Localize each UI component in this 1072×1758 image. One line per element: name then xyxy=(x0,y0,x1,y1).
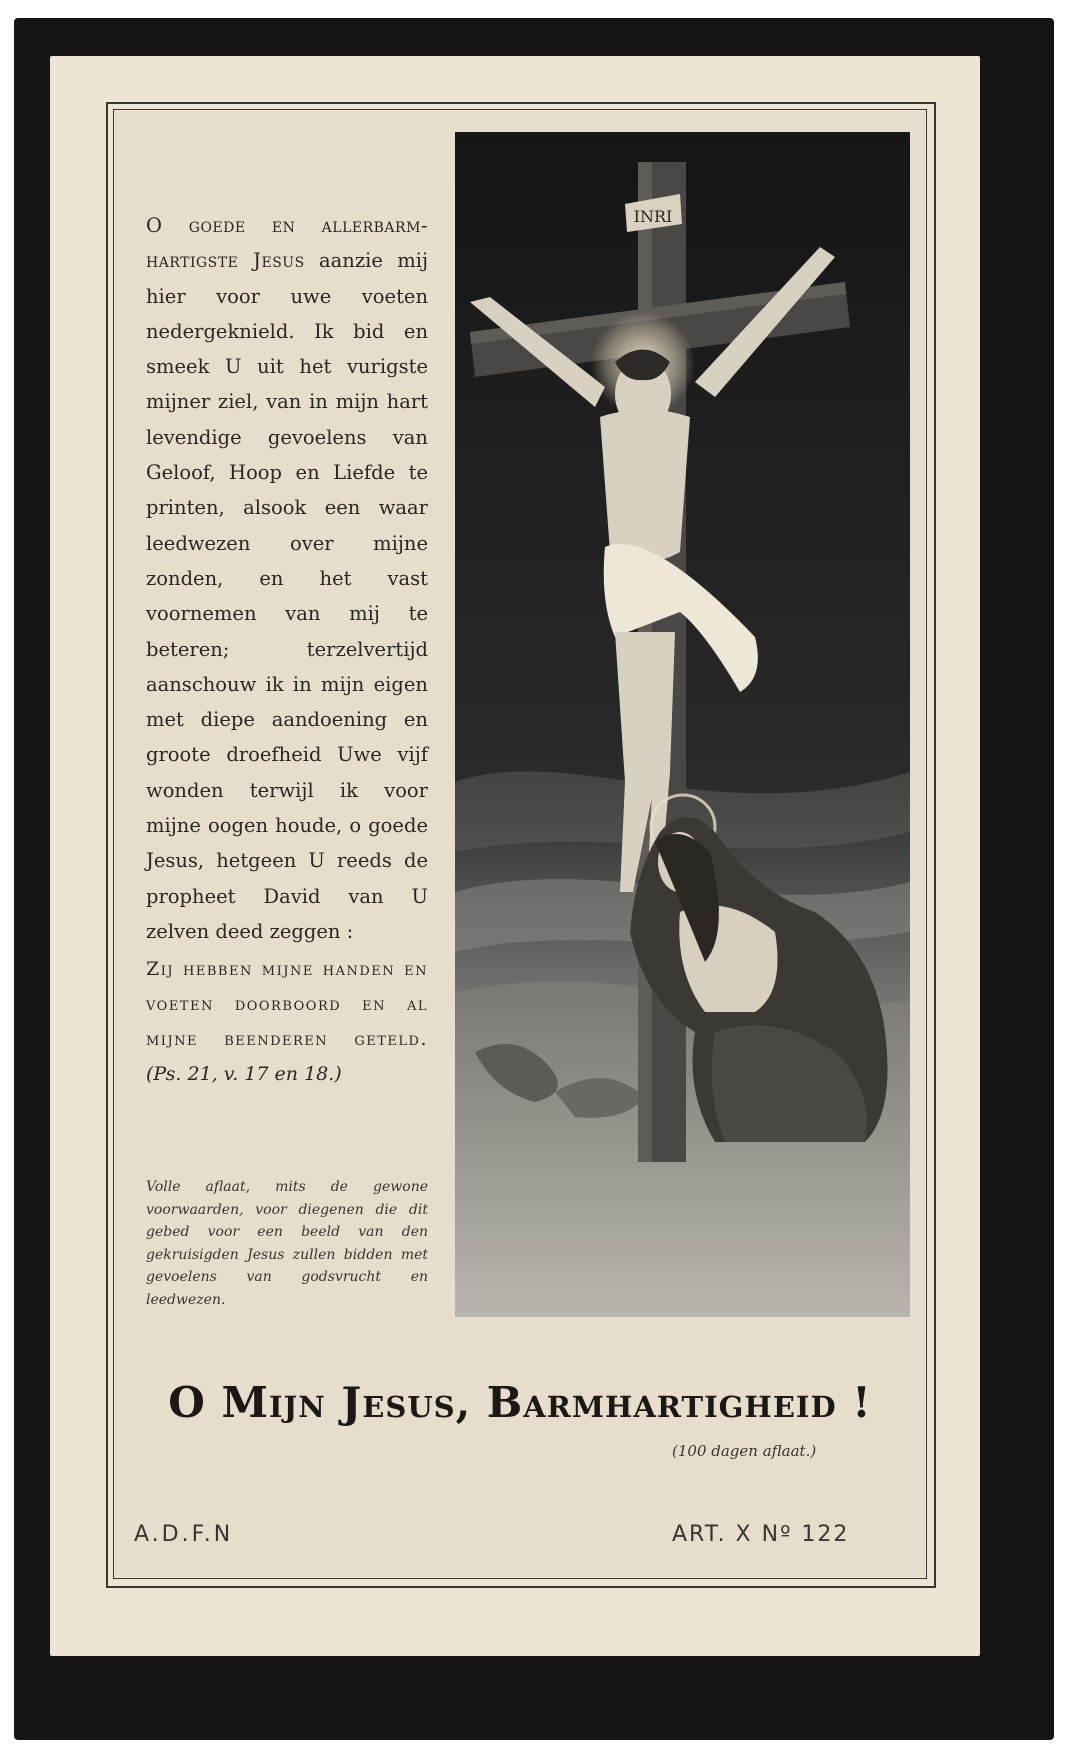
prayer-intro: O goede en allerbarm-hartigste Jesus xyxy=(146,214,428,273)
scripture-reference: (Ps. 21, v. 17 en 18.) xyxy=(146,1063,342,1085)
scripture-text: Zij hebben mijne handen en voeten doorboord en al mijne beenderen geteld. xyxy=(146,958,428,1050)
article-number: ART. X Nº 122 xyxy=(672,1522,850,1547)
publisher-mark: A.D.F.N xyxy=(134,1522,234,1547)
prayer-text xyxy=(146,208,428,949)
prayer-body: aanzie mij hier voor uwe voeten nedergeknield. Ik bid en smeek U uit het vurigste mijner ziel, van in mijn hart levendige gevoelens van Geloof, Hoop en Liefde te printen, alsook een waar leedwezen over mijne zonden, en het vast voornemen van mij te beteren; terzelvertijd aanschouw ik in mijn eigen met diepe aandoening en groote droefheid Uwe vijf wonden terwijl ik voor mijne oogen houde, o goede Jesus, hetgeen U reeds de propheet David van U zelven deed zeggen : xyxy=(146,249,428,943)
scripture-quote xyxy=(146,952,428,1092)
indulgence-note: Volle aflaat, mits de gewone voorwaarden, voor diegenen die dit gebed voor een beeld van den gekruisigden Jesus zullen bidden met gevoelens van godsvrucht en leedwezen. xyxy=(146,1179,428,1308)
titulus-text: INRI xyxy=(633,207,673,226)
page-title: O Mijn Jesus, Barmhartigheid ! xyxy=(168,1378,872,1427)
crucifixion-image xyxy=(455,132,910,1317)
title-indulgence-note: (100 dagen aflaat.) xyxy=(672,1442,817,1460)
